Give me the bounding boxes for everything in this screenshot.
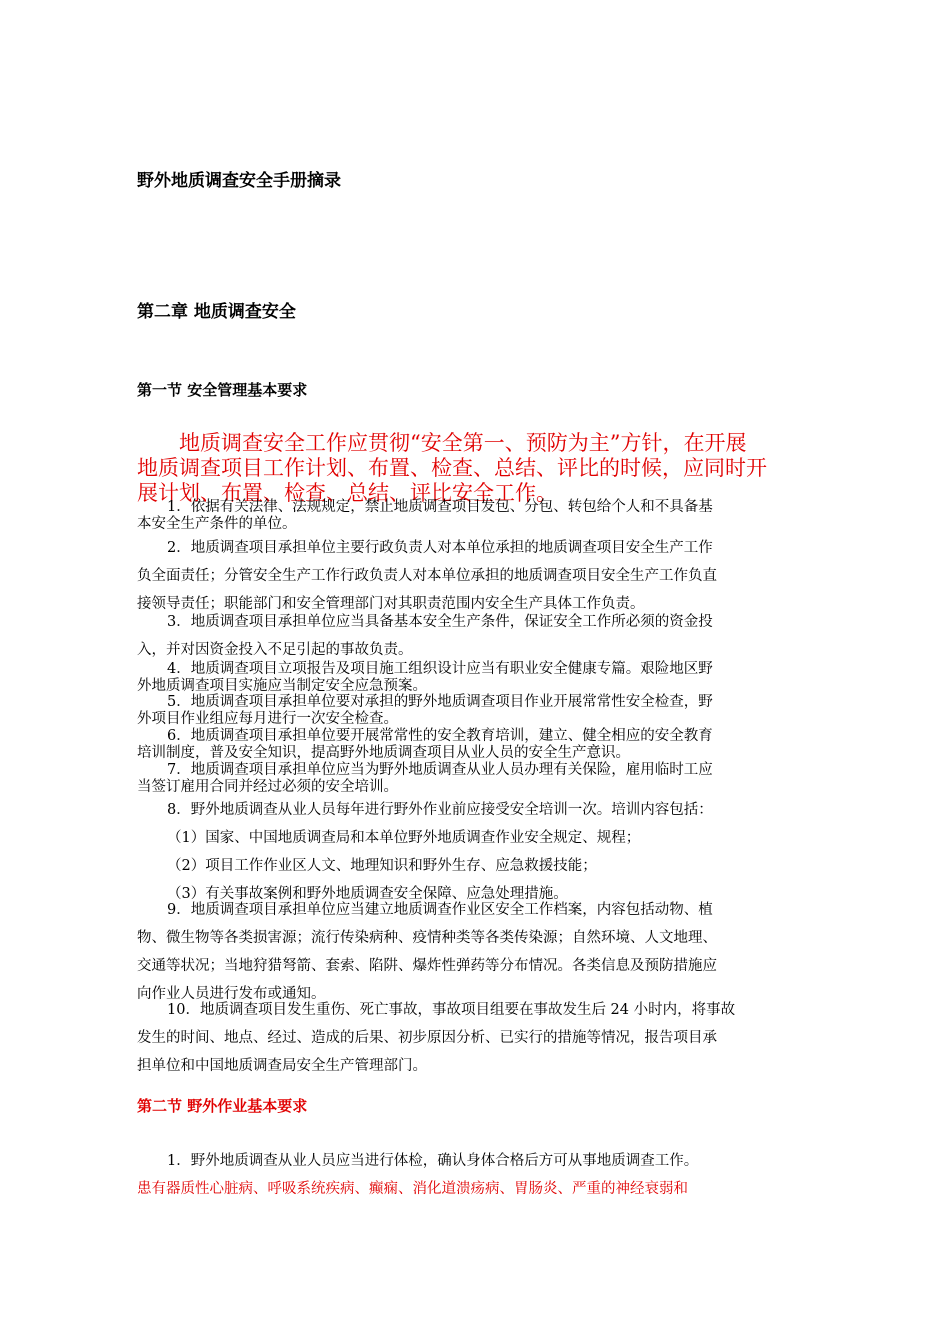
item-line: 外地质调查项目实施应当制定安全应急预案。: [137, 678, 427, 694]
item-line: 负全面责任；分管安全生产工作行政负责人对本单位承担的地质调查项目安全生产工作负直: [137, 568, 717, 584]
section-heading-2: 第二节 野外作业基本要求: [137, 1097, 308, 1115]
intro-red-paragraph: [137, 431, 817, 506]
chapter-heading: 第二章 地质调查安全: [137, 302, 296, 322]
item-line: 10．地质调查项目发生重伤、死亡事故，事故项目组要在事故发生后 24 小时内，将事故: [167, 1002, 736, 1018]
document-title: 野外地质调查安全手册摘录: [137, 171, 341, 191]
item-line: 7．地质调查项目承担单位应当为野外地质调查从业人员办理有关保险，雇用临时工应: [167, 762, 713, 778]
item-line: 4．地质调查项目立项报告及项目施工组织设计应当有职业安全健康专篇。艰险地区野: [167, 661, 713, 677]
item-line: 向作业人员进行发布或通知。: [137, 986, 326, 1002]
item-line-red: 患有器质性心脏病、呼吸系统疾病、癫痫、消化道溃疡病、胃肠炎、严重的神经衰弱和: [137, 1181, 688, 1197]
sub-item-3: （3）有关事故案例和野外地质调查安全保障、应急处理措施。: [167, 886, 568, 902]
item-line: 1．依据有关法律、法规规定，禁止地质调查项目发包、分包、转包给个人和不具备基: [167, 499, 713, 515]
list-item-2: [137, 534, 817, 618]
item-line: 担单位和中国地质调查局安全生产管理部门。: [137, 1058, 427, 1074]
list-item-4: [137, 661, 817, 695]
item-line: 外项目作业组应每月进行一次安全检查。: [137, 711, 398, 727]
item-line: 8．野外地质调查从业人员每年进行野外作业前应接受安全培训一次。培训内容包括：: [167, 802, 713, 818]
intro-line: 地质调查安全工作应贯彻“安全第一、预防为主”方针，在开展: [179, 431, 747, 455]
list-item-3: [137, 608, 817, 664]
item-line: 培训制度，普及安全知识，提高野外地质调查项目从业人员的安全生产意识。: [137, 745, 630, 761]
list-item-7: [137, 762, 817, 796]
item-line: 交通等状况；当地狩猎弩箭、套索、陷阱、爆炸性弹药等分布情况。各类信息及预防措施应: [137, 958, 717, 974]
sub-item-1: （1）国家、中国地质调查局和本单位野外地质调查作业安全规定、规程；: [167, 830, 641, 846]
list-item-1: [137, 499, 817, 533]
list-item-9: [137, 896, 817, 1008]
item-line: 1．野外地质调查从业人员应当进行体检，确认身体合格后方可从事地质调查工作。: [167, 1153, 699, 1169]
list-item-5: [137, 694, 817, 728]
item-line: 本安全生产条件的单位。: [137, 516, 297, 532]
list-item-8: [137, 796, 817, 908]
item-line: 9．地质调查项目承担单位应当建立地质调查作业区安全工作档案，内容包括动物、植: [167, 902, 713, 918]
intro-line: 展计划、布置、检查、总结、评比安全工作。: [137, 481, 557, 505]
item-line: 6．地质调查项目承担单位要开展常常性的安全教育培训，建立、健全相应的安全教育: [167, 728, 713, 744]
item-line: 5．地质调查项目承担单位要对承担的野外地质调查项目作业开展常常性安全检查，野: [167, 694, 713, 710]
item-line: 接领导责任；职能部门和安全管理部门对其职责范围内安全生产具体工作负责。: [137, 596, 645, 612]
intro-line: 地质调查项目工作计划、布置、检查、总结、评比的时候，应同时开: [137, 456, 767, 480]
sub-item-2: （2）项目工作作业区人文、地理知识和野外生存、应急救援技能；: [167, 858, 597, 874]
item-line: 3．地质调查项目承担单位应当具备基本安全生产条件，保证安全工作所必须的资金投: [167, 614, 713, 630]
item-line: 发生的时间、地点、经过、造成的后果、初步原因分析、已实行的措施等情况，报告项目承: [137, 1030, 717, 1046]
item-line: 物、微生物等各类损害源；流行传染病种、疫情种类等各类传染源；自然环境、人文地理、: [137, 930, 717, 946]
section2-paragraph: [137, 1147, 817, 1203]
section-heading-1: 第一节 安全管理基本要求: [137, 381, 308, 399]
item-line: 入，并对因资金投入不足引起的事故负责。: [137, 642, 413, 658]
list-item-10: [137, 996, 817, 1080]
list-item-6: [137, 728, 817, 762]
item-line: 2．地质调查项目承担单位主要行政负责人对本单位承担的地质调查项目安全生产工作: [167, 540, 713, 556]
item-line: 当签订雇用合同并经过必须的安全培训。: [137, 779, 398, 795]
